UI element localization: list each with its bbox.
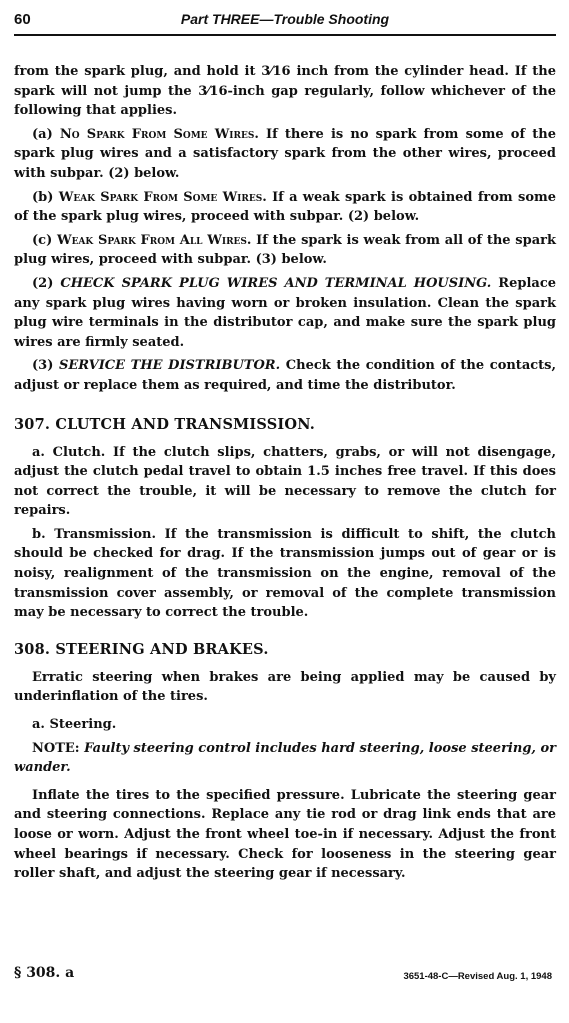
paragraph-c bbox=[14, 231, 556, 270]
page-header bbox=[14, 8, 556, 36]
running-title: Part THREE—Trouble Shooting bbox=[180, 11, 390, 27]
clutch-label: a. Clutch. bbox=[32, 444, 106, 460]
footer-section-ref: § 308. a bbox=[14, 965, 75, 981]
subpar-2-text: Replace any spark plug wires having worn or broken insulation. Clean the spark plug wire terminals in the distributor cap, and make sure the spark plug wires are firmly seated. bbox=[14, 275, 557, 350]
note-text: Faulty steering control includes hard steering, loose steering, or wander. bbox=[14, 740, 556, 776]
item-c-text: If the spark is weak from all of the spark plug wires, proceed with subpar. (3) below. bbox=[14, 232, 556, 268]
paragraph-a bbox=[14, 125, 556, 184]
paragraph-308: Erratic steering when brakes are being applied may be caused by underinflation of the tires. bbox=[14, 669, 556, 705]
subpar-2-title: CHECK SPARK PLUG WIRES AND TERMINAL HOUSING. bbox=[60, 275, 492, 291]
subpar-3-title: SERVICE THE DISTRIBUTOR. bbox=[58, 358, 281, 374]
item-a-label: (a) bbox=[32, 126, 60, 142]
clutch-text: If the clutch slips, chatters, grabs, or will not disengage, adjust the clutch pedal travel to obtain 1.5 inches free travel. If this does not correct the trouble, it will be necessary to remove the clutch for repairs. bbox=[14, 444, 556, 519]
subpar-3-label: (3) bbox=[32, 358, 59, 374]
item-c-title: Weak Spark From All Wires. bbox=[56, 232, 252, 248]
steering-heading: a. Steering. bbox=[32, 717, 117, 733]
paragraph-2 bbox=[14, 274, 556, 352]
item-b-text: If a weak spark is obtained from some of the spark plug wires, proceed with subpar. (2) below. bbox=[14, 189, 557, 225]
footer-revision: 3651-48-C—Revised Aug. 1, 1948 bbox=[403, 971, 552, 982]
subpar-2-label: (2) bbox=[32, 275, 61, 291]
transmission-label: b. Transmission. bbox=[32, 526, 156, 542]
paragraph-b bbox=[14, 188, 556, 227]
item-a-text: If there is no spark from some of the spark plug wires and a satisfactory spark from the other wires, proceed with subpar. (2) below. bbox=[14, 126, 556, 181]
item-b-title: Weak Spark From Some Wires. bbox=[58, 189, 267, 205]
page-footer bbox=[14, 965, 556, 987]
paragraph-note bbox=[14, 739, 556, 778]
page-body bbox=[14, 62, 556, 884]
page-number: 60 bbox=[14, 11, 31, 28]
item-b-label: (b) bbox=[32, 189, 59, 205]
paragraph-intro: from the spark plug, and hold it 3⁄16 inch from the cylinder head. If the spark will not jump the 3⁄16-inch gap regularly, follow whichever of the following that applies. bbox=[14, 64, 556, 119]
paragraph-3 bbox=[14, 356, 556, 395]
paragraph-transmission bbox=[14, 525, 556, 623]
note-label: NOTE: bbox=[32, 740, 85, 756]
transmission-text: If the transmission is difficult to shift, the clutch should be checked for drag. If the transmission jumps out of gear or is noisy, realignment of the transmission on the engine, removal of the transmission cover assembly, or removal of the complete transmission may be necessary to correct the trouble. bbox=[14, 526, 556, 621]
subpar-3-text: Check the condition of the contacts, adjust or replace them as required, and time the distributor. bbox=[14, 358, 557, 393]
item-a-title: No Spark From Some Wires. bbox=[59, 126, 259, 142]
item-c-label: (c) bbox=[32, 232, 57, 248]
section-308-heading: 308. STEERING AND BRAKES. bbox=[14, 640, 269, 658]
paragraph-inflate: Inflate the tires to the specified pressure. Lubricate the steering gear and steering connections. Replace any tie rod or drag link ends that are loose or worn. Adjust the front wheel toe-in if necessary. Adjust the front wheel bearings if necessary. Check for looseness in the steering gear roller shaft, and adjust the steering gear if necessary. bbox=[14, 787, 556, 882]
section-307-heading: 307. CLUTCH AND TRANSMISSION. bbox=[14, 415, 316, 433]
paragraph-clutch bbox=[14, 443, 556, 521]
